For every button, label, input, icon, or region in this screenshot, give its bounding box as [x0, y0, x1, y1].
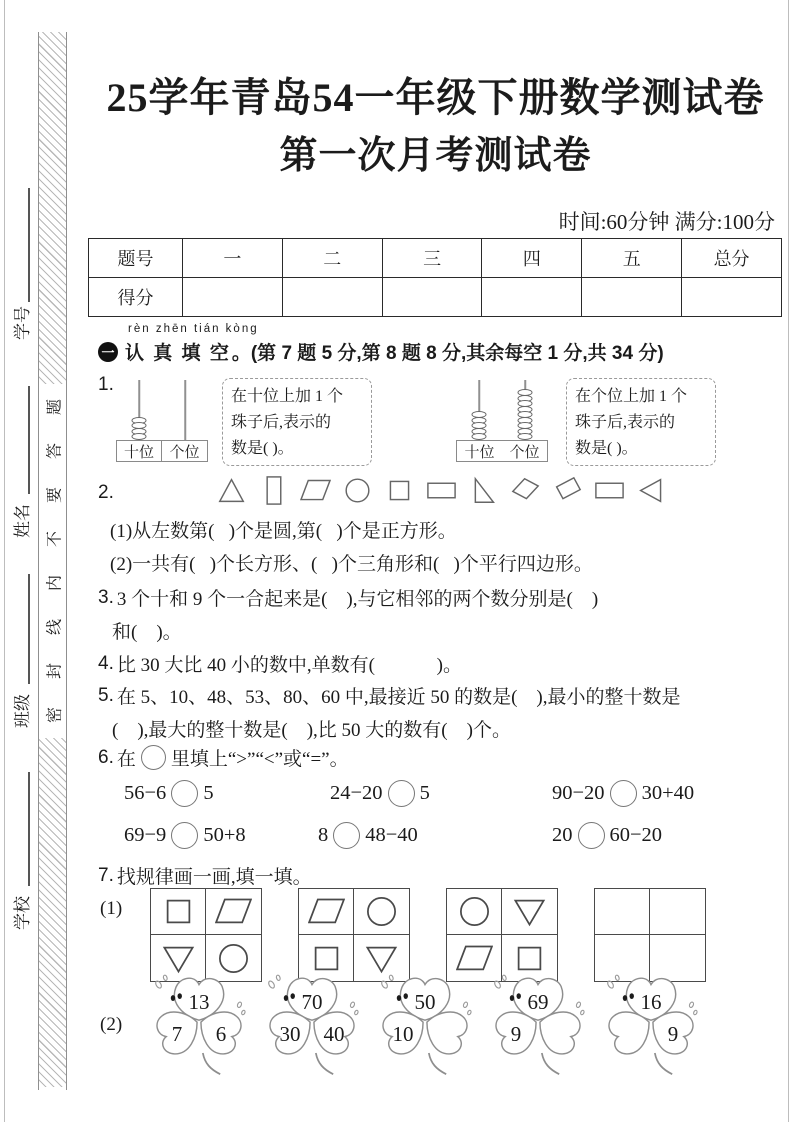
score-cell-empty	[282, 278, 382, 317]
compare-circle	[610, 780, 637, 807]
triangle-icon	[216, 476, 247, 505]
main-content	[88, 0, 783, 1122]
abacus-bead	[472, 433, 487, 440]
class-label: 班级	[12, 694, 32, 728]
hint-box	[566, 378, 716, 466]
expression-left: 90−20	[552, 782, 605, 804]
clover	[372, 972, 478, 1080]
question-number: 4.	[98, 652, 114, 674]
triangle-down-icon	[511, 894, 548, 929]
clover-row	[146, 972, 704, 1080]
pattern-cell-circle	[354, 889, 409, 935]
pattern-cell-parallelogram	[206, 889, 261, 935]
score-cell-empty	[382, 278, 482, 317]
clover-left-number: 10	[392, 1022, 414, 1046]
compare-circle	[171, 780, 198, 807]
abacus-bead	[518, 433, 533, 440]
seal-char: 封	[46, 663, 63, 680]
question-number: 5.	[98, 684, 114, 706]
header-cell: 题号	[89, 239, 183, 278]
section1-heading	[98, 323, 664, 365]
rod-line	[184, 380, 186, 440]
clover-top-number: 69	[527, 990, 549, 1014]
clover-top-number: 16	[640, 990, 662, 1014]
abacus-bead	[132, 433, 147, 440]
comparison-item	[552, 822, 662, 849]
seal-char: 内	[46, 575, 63, 592]
pattern-cell-empty	[650, 889, 705, 935]
question-2-sub1: (1)从左数第( )个是圆,第( )个是正方形。	[110, 521, 457, 542]
question-7	[98, 862, 312, 889]
abacus-rods	[456, 380, 548, 440]
square-icon	[511, 941, 548, 976]
seal-char: 题	[46, 399, 63, 416]
expression-left: 8	[318, 824, 329, 846]
pattern-cell-triangle-down	[502, 889, 557, 935]
section1-note: 。(第 7 题 5 分,第 8 题 8 分,其余每空 1 分,共 34 分)	[231, 343, 664, 364]
expression-left: 69−9	[124, 824, 167, 846]
parallelogram-icon	[456, 941, 493, 976]
question-3-text: 3 个十和 9 个一合起来是( ),与它相邻的两个数分别是( )	[116, 589, 599, 610]
question-7-sub1-label: (1)	[100, 898, 123, 919]
diamond-icon	[510, 476, 541, 505]
pattern-cell-empty	[595, 889, 650, 935]
question-number: 6.	[98, 746, 114, 768]
question-1-number	[98, 374, 117, 396]
score-cell-empty	[482, 278, 582, 317]
seal-char: 答	[46, 443, 63, 460]
hint-line: 在十位上加 1 个	[231, 388, 344, 405]
question-3-line2: 和( )。	[112, 622, 182, 643]
expression-right: 5	[419, 782, 430, 804]
expression-right: 48−40	[365, 824, 418, 846]
square-icon	[160, 894, 197, 929]
pattern-grid	[150, 888, 262, 982]
name-label: 姓名	[12, 504, 32, 538]
expression-left: 56−6	[124, 782, 167, 804]
header-cell: 四	[482, 239, 582, 278]
abacus-rod-ones	[502, 380, 548, 440]
abacus-rods	[116, 380, 208, 440]
pattern-cell-parallelogram	[299, 889, 354, 935]
comparison-item	[124, 822, 246, 849]
triangle-down-icon	[363, 941, 400, 976]
question-6-prefix: 在	[116, 749, 136, 770]
clover	[146, 972, 252, 1080]
abacus-rod-tens	[116, 380, 162, 440]
page-edge-line-right	[788, 0, 789, 1122]
seal-char: 线	[46, 619, 63, 636]
comparison-item	[124, 780, 214, 807]
question-2-sub2: (2)一共有( )个长方形、( )个三角形和( )个平行四边形。	[110, 554, 593, 575]
pattern-grid	[298, 888, 410, 982]
question-6	[98, 744, 349, 771]
student-id-label: 学号	[12, 306, 32, 340]
clover-top-number: 50	[414, 990, 436, 1014]
time-score-info: 时间:60分钟 满分:100分	[558, 210, 775, 234]
compare-circle	[141, 745, 166, 770]
circle-icon	[342, 476, 373, 505]
header-cell: 总分	[682, 239, 782, 278]
clover-top-number: 70	[301, 990, 323, 1014]
clover	[259, 972, 365, 1080]
pattern-grids	[150, 888, 706, 982]
triangle-down-icon	[160, 941, 197, 976]
school-fill-line	[28, 772, 30, 886]
seal-char: 要	[46, 487, 63, 504]
section1-pinyin: rèn zhēn tián kòng	[128, 323, 259, 335]
score-row-label: 得分	[89, 278, 183, 317]
paper-subtitle: 第一次月考测试卷	[279, 135, 592, 177]
parallelogram-icon	[308, 894, 345, 929]
question-2-number	[98, 482, 117, 504]
class-fill-line	[28, 574, 30, 684]
expression-left: 20	[552, 824, 573, 846]
score-table-header-row	[89, 239, 782, 278]
pattern-grid	[446, 888, 558, 982]
rect-tall-icon	[258, 476, 289, 505]
question-number: 3.	[98, 586, 114, 608]
student-id-fill-line	[28, 188, 30, 302]
tens-place-label: 十位	[456, 440, 502, 462]
hint-line: 珠子后,表示的	[575, 413, 676, 431]
paper-title: 25学年青岛54一年级下册数学测试卷	[106, 75, 765, 120]
parallelogram-icon	[215, 894, 252, 929]
pattern-cell-circle	[447, 889, 502, 935]
question-7-sub2-label: (2)	[100, 1014, 123, 1035]
hint-line: 在个位上加 1 个	[575, 388, 688, 405]
question-4-text: 比 30 大比 40 小的数中,单数有( )。	[116, 655, 463, 676]
right-triangle-icon	[468, 476, 499, 505]
section-number-icon	[98, 342, 118, 362]
question-number: 7.	[98, 864, 114, 886]
parallelogram-icon	[300, 476, 331, 505]
expression-right: 50+8	[203, 824, 246, 846]
score-cell-empty	[582, 278, 682, 317]
score-table	[88, 238, 782, 317]
square-icon	[384, 476, 415, 505]
expression-left: 24−20	[330, 782, 383, 804]
abacus-rod-ones	[162, 380, 208, 440]
square-icon	[308, 941, 345, 976]
seal-hatch-bottom	[39, 738, 66, 1087]
page-edge-line-left	[4, 0, 5, 1122]
compare-circle	[388, 780, 415, 807]
circle-icon	[456, 894, 493, 929]
expression-right: 60−20	[609, 824, 663, 846]
clover	[485, 972, 591, 1080]
compare-circle	[171, 822, 198, 849]
expression-right: 30+40	[641, 782, 695, 804]
compare-circle	[333, 822, 360, 849]
rect-wide-icon	[594, 476, 625, 505]
ones-place-label: 个位	[162, 440, 208, 462]
hint-box	[222, 378, 372, 466]
circle-icon	[215, 941, 252, 976]
score-cell-empty	[183, 278, 283, 317]
header-cell: 二	[282, 239, 382, 278]
clover-left-number: 30	[279, 1022, 301, 1046]
clover-right-number: 40	[323, 1022, 345, 1046]
bead-stack	[472, 413, 487, 441]
compare-circle	[578, 822, 605, 849]
abacus-rod-tens	[456, 380, 502, 440]
seal-hatch-top	[39, 32, 66, 384]
hint-line: 数是( )。	[575, 439, 638, 457]
abacus-base	[116, 440, 208, 462]
comparison-item	[330, 780, 430, 807]
question-5-text: 在 5、10、48、53、80、60 中,最接近 50 的数是( ),最小的整十数是	[116, 687, 681, 708]
pattern-cell-square	[151, 889, 206, 935]
score-cell-empty	[682, 278, 782, 317]
rect-wide-icon	[426, 476, 457, 505]
clover-left-number: 9	[510, 1022, 522, 1046]
shape-row	[216, 476, 667, 505]
seal-text	[39, 384, 66, 738]
clover	[598, 972, 704, 1080]
section-number: 一	[101, 345, 115, 360]
clover-left-number: 7	[171, 1022, 183, 1046]
section1-title: 认 真 填 空	[125, 343, 231, 364]
clover-right-number: 9	[667, 1022, 679, 1046]
school-label: 学校	[12, 896, 32, 930]
question-3	[98, 584, 598, 611]
question-5-line2: ( ),最大的整十数是( ),比 50 大的数有( )个。	[112, 720, 511, 741]
ones-place-label: 个位	[502, 440, 548, 462]
expression-right: 5	[203, 782, 214, 804]
tens-place-label: 十位	[116, 440, 162, 462]
score-table-score-row	[89, 278, 782, 317]
question-4	[98, 650, 462, 677]
question-number: 2.	[98, 482, 114, 503]
comparison-item	[318, 822, 418, 849]
question-7-title: 找规律画一画,填一填。	[116, 867, 312, 888]
question-5	[98, 682, 681, 709]
pattern-grid	[594, 888, 706, 982]
question-6-suffix: 里填上“>”“<”或“=”。	[170, 749, 349, 770]
header-cell: 一	[183, 239, 283, 278]
abacus	[116, 380, 208, 462]
comparison-item	[552, 780, 694, 807]
seal-strip	[38, 32, 67, 1090]
hint-line: 珠子后,表示的	[231, 413, 332, 431]
bead-stack	[518, 391, 533, 441]
clover-top-number: 13	[188, 990, 210, 1014]
triangle-left-icon	[636, 476, 667, 505]
bead-stack	[132, 418, 147, 440]
name-fill-line	[28, 386, 30, 494]
question-number: 1.	[98, 374, 114, 395]
header-cell: 五	[582, 239, 682, 278]
header-cell: 三	[382, 239, 482, 278]
clover-right-number: 6	[215, 1022, 227, 1046]
seal-char: 密	[46, 707, 63, 724]
rect-tilted-icon	[552, 476, 583, 505]
abacus	[456, 380, 548, 462]
abacus-base	[456, 440, 548, 462]
seal-char: 不	[46, 531, 63, 548]
hint-line: 数是( )。	[231, 439, 294, 457]
circle-icon	[363, 894, 400, 929]
